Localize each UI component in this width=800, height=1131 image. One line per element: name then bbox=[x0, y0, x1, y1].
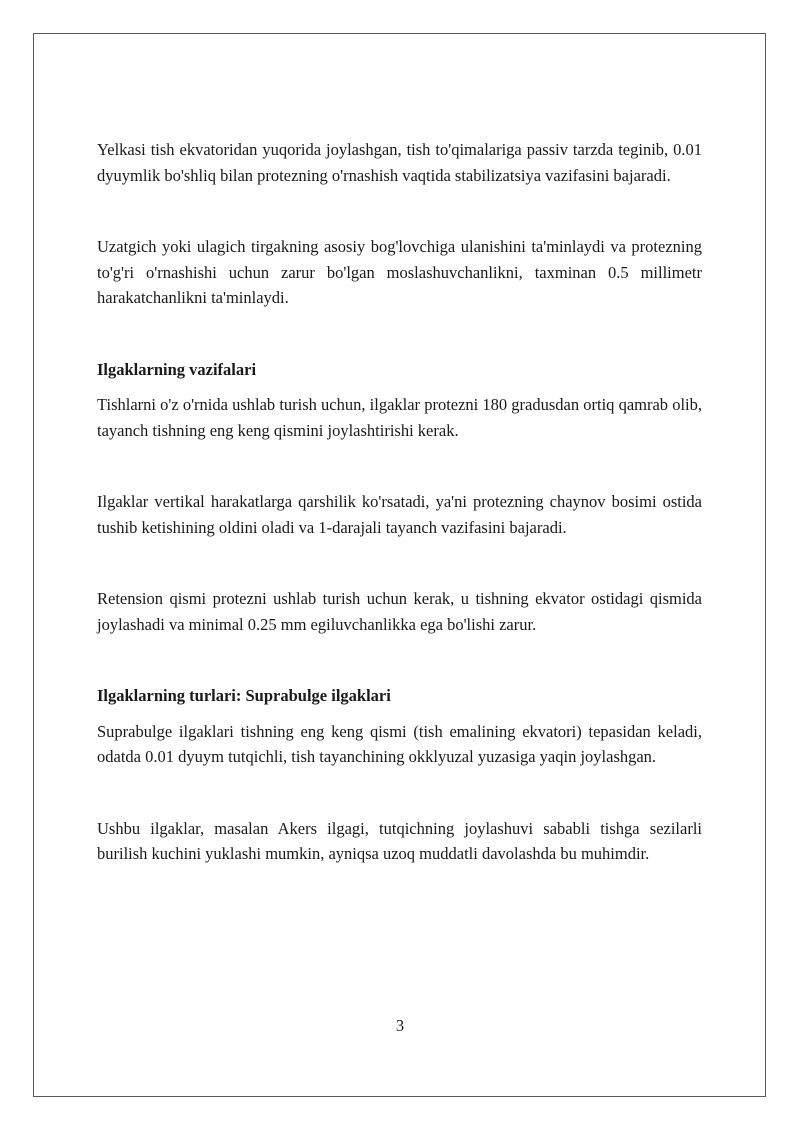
paragraph: Ushbu ilgaklar, masalan Akers ilgagi, tutqichning joylashuvi sababli tishga sezilarli burilish kuchini yuklashi mumkin, ayniqsa uzoq muddatli davolashda bu muhimdir. bbox=[97, 818, 702, 863]
paragraph: Suprabulge ilgaklari tishning eng keng qismi (tish emalining ekvatori) tepasidan keladi, odatda 0.01 dyuym tutqichli, tish tayanchining okklyuzal yuzasiga yaqin joylashgan. bbox=[97, 721, 702, 766]
paragraph: Ilgaklar vertikal harakatlarga qarshilik ko'rsatadi, ya'ni protezning chaynov bosimi ostida tushib ketishining oldini oladi va 1-darajali tayanch vazifasini bajaradi. bbox=[97, 492, 702, 537]
paragraph: Retension qismi protezni ushlab turish uchun kerak, u tishning ekvator ostidagi qismida joylashadi va minimal 0.25 mm egiluvchanlikka ega bo'lishi zarur. bbox=[97, 589, 702, 634]
document-body bbox=[97, 137, 702, 867]
section-heading: Ilgaklarning turlari: Suprabulge ilgaklari bbox=[97, 686, 391, 705]
section-heading: Ilgaklarning vazifalari bbox=[97, 359, 257, 379]
paragraph: Uzatgich yoki ulagich tirgakning asosiy bog'lovchiga ulanishini ta'minlaydi va protezning to'g'ri o'rnashishi uchun zarur bo'lgan moslashuvchanlikni, taxminan 0.5 millimetr harakatchanlikni ta'minlaydi. bbox=[97, 237, 702, 307]
page-number: 3 bbox=[395, 1016, 405, 1035]
paragraph: Tishlarni o'z o'rnida ushlab turish uchun, ilgaklar protezni 180 gradusdan ortiq qamrab olib, tayanch tishning eng keng qismini joylashtirishi kerak. bbox=[97, 395, 702, 440]
paragraph: Yelkasi tish ekvatoridan yuqorida joylashgan, tish to'qimalariga passiv tarzda teginib, 0.01 dyuymlik bo'shliq bilan protezning o'rnashish vaqtida stabilizatsiya vazifasini bajaradi. bbox=[97, 140, 702, 185]
